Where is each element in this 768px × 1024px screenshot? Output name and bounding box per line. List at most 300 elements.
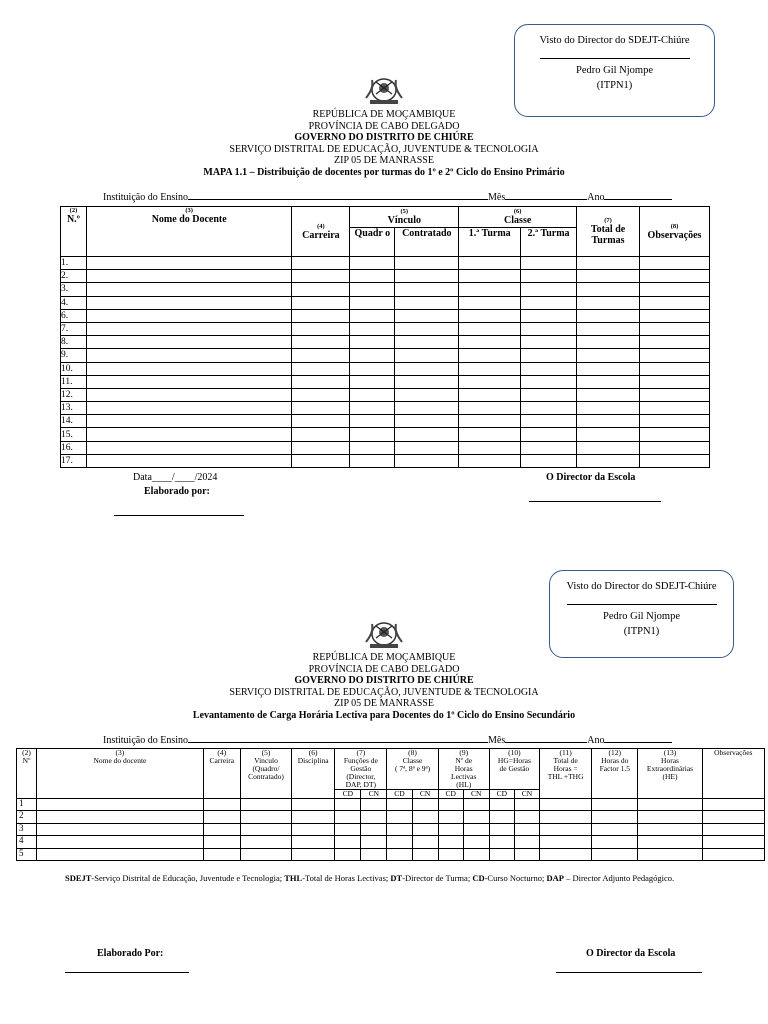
table-cell[interactable] bbox=[350, 388, 395, 401]
cn-header: CN bbox=[514, 790, 539, 799]
institution-field[interactable] bbox=[188, 742, 488, 743]
table-cell[interactable] bbox=[395, 375, 459, 388]
table-cell[interactable] bbox=[335, 836, 361, 848]
table-cell[interactable] bbox=[292, 441, 350, 454]
cd-header: CD bbox=[387, 790, 412, 799]
table-cell[interactable] bbox=[395, 309, 459, 322]
table-cell[interactable] bbox=[395, 415, 459, 428]
table-cell[interactable] bbox=[459, 388, 521, 401]
table-cell[interactable] bbox=[577, 296, 640, 309]
institution-field[interactable] bbox=[188, 199, 488, 200]
table-cell[interactable] bbox=[86, 283, 291, 296]
table-cell[interactable] bbox=[86, 322, 291, 335]
table-cell[interactable] bbox=[514, 799, 539, 811]
table-cell[interactable] bbox=[292, 309, 350, 322]
table-cell[interactable] bbox=[577, 375, 640, 388]
document-header bbox=[0, 652, 768, 721]
col-extra-hours-header: (13) Horas Extraordinárias (HE) bbox=[638, 749, 702, 799]
table-cell[interactable] bbox=[292, 362, 350, 375]
table-cell[interactable] bbox=[387, 799, 412, 811]
table-cell[interactable] bbox=[702, 823, 764, 835]
table-cell[interactable] bbox=[240, 799, 291, 811]
table-cell[interactable] bbox=[514, 811, 539, 823]
cd-header: CD bbox=[438, 790, 463, 799]
table-cell[interactable] bbox=[540, 799, 592, 811]
table-cell[interactable] bbox=[577, 336, 640, 349]
table-cell[interactable] bbox=[592, 811, 638, 823]
table-cell[interactable] bbox=[577, 388, 640, 401]
table-cell[interactable] bbox=[521, 441, 577, 454]
table-cell[interactable] bbox=[292, 454, 350, 467]
table-cell[interactable] bbox=[395, 270, 459, 283]
table-cell[interactable] bbox=[395, 296, 459, 309]
table-cell[interactable] bbox=[639, 257, 709, 270]
table-cell[interactable] bbox=[463, 799, 489, 811]
table-cell[interactable] bbox=[361, 823, 387, 835]
table-cell[interactable] bbox=[240, 836, 291, 848]
table-cell[interactable] bbox=[37, 848, 204, 860]
abbreviations-legend: SDEJT-Serviço Distrital de Educação, Juventude e Tecnologia; THL-Total de Horas Lectivas; DT-Director de Turma; CD-Curso Nocturno; DAP – Director Adjunto Pedagógico. bbox=[65, 873, 675, 883]
cd-header: CD bbox=[335, 790, 361, 799]
table-cell[interactable] bbox=[521, 415, 577, 428]
table-cell[interactable] bbox=[521, 428, 577, 441]
table-cell[interactable] bbox=[240, 811, 291, 823]
row-number: 3 bbox=[17, 823, 37, 835]
table-cell[interactable] bbox=[395, 402, 459, 415]
table-cell[interactable] bbox=[639, 296, 709, 309]
visto-code: (ITPN1) bbox=[596, 80, 633, 91]
month-label: Mês bbox=[488, 735, 506, 746]
prepared-by-label: Elaborado Por: bbox=[97, 948, 164, 959]
table-cell[interactable] bbox=[489, 848, 514, 860]
table-cell[interactable] bbox=[577, 322, 640, 335]
table-cell[interactable] bbox=[639, 349, 709, 362]
cn-header: CN bbox=[361, 790, 387, 799]
month-field[interactable] bbox=[505, 742, 587, 743]
row-number: 4. bbox=[61, 296, 87, 309]
col-number-header: (2) N.º bbox=[61, 207, 87, 257]
table-cell[interactable] bbox=[395, 257, 459, 270]
signature-line bbox=[567, 600, 717, 605]
visto-name: Pedro Gil Njompe bbox=[576, 65, 653, 76]
table-cell[interactable] bbox=[203, 836, 240, 848]
table-cell[interactable] bbox=[240, 848, 291, 860]
table-cell[interactable] bbox=[540, 836, 592, 848]
table-cell[interactable] bbox=[292, 836, 335, 848]
table-cell[interactable] bbox=[86, 336, 291, 349]
col-name-header: (3) Nome do docente bbox=[37, 749, 204, 799]
table-cell[interactable] bbox=[521, 257, 577, 270]
table-cell[interactable] bbox=[350, 296, 395, 309]
table-cell[interactable] bbox=[292, 415, 350, 428]
table-cell[interactable] bbox=[350, 270, 395, 283]
table-cell[interactable] bbox=[577, 362, 640, 375]
table-row bbox=[61, 375, 710, 388]
table-cell[interactable] bbox=[577, 402, 640, 415]
table-cell[interactable] bbox=[350, 428, 395, 441]
table-cell[interactable] bbox=[639, 388, 709, 401]
table-cell[interactable] bbox=[702, 848, 764, 860]
table-cell[interactable] bbox=[638, 799, 702, 811]
table-cell[interactable] bbox=[86, 388, 291, 401]
table-cell[interactable] bbox=[438, 848, 463, 860]
table-cell[interactable] bbox=[639, 454, 709, 467]
table-cell[interactable] bbox=[350, 322, 395, 335]
table-cell[interactable] bbox=[638, 848, 702, 860]
table-cell[interactable] bbox=[203, 823, 240, 835]
col-career-header: (4) Carreira bbox=[203, 749, 240, 799]
header-republic: REPÚBLICA DE MOÇAMBIQUE bbox=[312, 652, 456, 663]
table-cell[interactable] bbox=[395, 362, 459, 375]
table-cell[interactable] bbox=[702, 836, 764, 848]
table-cell[interactable] bbox=[438, 811, 463, 823]
table-cell[interactable] bbox=[521, 322, 577, 335]
row-number: 6. bbox=[61, 309, 87, 322]
table-cell[interactable] bbox=[86, 441, 291, 454]
table-cell[interactable] bbox=[459, 362, 521, 375]
table-cell[interactable] bbox=[459, 322, 521, 335]
col-classe-header: (6) Classe bbox=[459, 207, 577, 228]
row-number: 1 bbox=[17, 799, 37, 811]
table-cell[interactable] bbox=[521, 388, 577, 401]
table-cell[interactable] bbox=[292, 402, 350, 415]
header-province: PROVÍNCIA DE CABO DELGADO bbox=[308, 120, 460, 132]
col-number-header: (2) Nº bbox=[17, 749, 37, 799]
table-cell[interactable] bbox=[292, 848, 335, 860]
col-turma1-header: 1.ª Turma bbox=[459, 228, 521, 257]
table-cell[interactable] bbox=[438, 823, 463, 835]
header-zip: ZIP 05 DE MANRASSE bbox=[334, 155, 434, 166]
table-cell[interactable] bbox=[335, 811, 361, 823]
table-cell[interactable] bbox=[350, 257, 395, 270]
table-cell[interactable] bbox=[203, 811, 240, 823]
table-row bbox=[61, 441, 710, 454]
table-cell[interactable] bbox=[459, 402, 521, 415]
table-cell[interactable] bbox=[350, 415, 395, 428]
table-cell[interactable] bbox=[463, 823, 489, 835]
table-row bbox=[61, 388, 710, 401]
table-cell[interactable] bbox=[577, 441, 640, 454]
table-cell[interactable] bbox=[240, 823, 291, 835]
visto-name: Pedro Gil Njompe bbox=[603, 611, 680, 622]
table-cell[interactable] bbox=[521, 283, 577, 296]
table-cell[interactable] bbox=[86, 257, 291, 270]
table-cell[interactable] bbox=[335, 799, 361, 811]
table-cell[interactable] bbox=[521, 309, 577, 322]
director-signature-line bbox=[556, 972, 702, 973]
table-cell[interactable] bbox=[521, 270, 577, 283]
table-cell[interactable] bbox=[350, 283, 395, 296]
table-cell[interactable] bbox=[395, 283, 459, 296]
table-cell[interactable] bbox=[292, 349, 350, 362]
table-cell[interactable] bbox=[540, 811, 592, 823]
table-cell[interactable] bbox=[361, 848, 387, 860]
table-cell[interactable] bbox=[592, 836, 638, 848]
table-row bbox=[61, 362, 710, 375]
row-number: 15. bbox=[61, 428, 87, 441]
row-number: 13. bbox=[61, 402, 87, 415]
row-number: 16. bbox=[61, 441, 87, 454]
row-number: 7. bbox=[61, 322, 87, 335]
table-cell[interactable] bbox=[639, 428, 709, 441]
row-number: 11. bbox=[61, 375, 87, 388]
table-cell[interactable] bbox=[638, 836, 702, 848]
table-cell[interactable] bbox=[86, 454, 291, 467]
visto-box bbox=[514, 24, 715, 117]
table-cell[interactable] bbox=[37, 811, 204, 823]
survey-title: Levantamento de Carga Horária Lectiva para Docentes do 1º Ciclo do Ensino Secundário bbox=[192, 709, 576, 721]
table-cell[interactable] bbox=[412, 823, 438, 835]
header-government: GOVERNO DO DISTRITO DE CHIÚRE bbox=[294, 675, 474, 686]
row-number: 8. bbox=[61, 336, 87, 349]
table-cell[interactable] bbox=[438, 836, 463, 848]
col-total-hours-header: (11) Total de Horas = THL +THG bbox=[540, 749, 592, 799]
table-cell[interactable] bbox=[350, 349, 395, 362]
row-number: 10. bbox=[61, 362, 87, 375]
table-cell[interactable] bbox=[639, 336, 709, 349]
table-row bbox=[61, 296, 710, 309]
mozambique-emblem-icon bbox=[362, 76, 406, 106]
table-cell[interactable] bbox=[292, 336, 350, 349]
table-cell[interactable] bbox=[577, 349, 640, 362]
col-management-header: (7) Funções de Gestão (Director, DAP, DT) bbox=[335, 749, 387, 790]
table-cell[interactable] bbox=[638, 823, 702, 835]
table-cell[interactable] bbox=[412, 848, 438, 860]
table-cell[interactable] bbox=[203, 799, 240, 811]
table-cell[interactable] bbox=[292, 811, 335, 823]
table-cell[interactable] bbox=[412, 799, 438, 811]
workload-table bbox=[16, 748, 765, 861]
table-cell[interactable] bbox=[438, 799, 463, 811]
table-cell[interactable] bbox=[459, 296, 521, 309]
table-cell[interactable] bbox=[577, 309, 640, 322]
table-cell[interactable] bbox=[292, 270, 350, 283]
director-label: O Director da Escola bbox=[586, 948, 676, 959]
table-cell[interactable] bbox=[86, 362, 291, 375]
year-label: Ano bbox=[587, 192, 605, 203]
table-cell[interactable] bbox=[577, 270, 640, 283]
table-row bbox=[61, 349, 710, 362]
table-cell[interactable] bbox=[521, 375, 577, 388]
table-cell[interactable] bbox=[292, 257, 350, 270]
table-cell[interactable] bbox=[702, 811, 764, 823]
table-cell[interactable] bbox=[395, 388, 459, 401]
table-cell[interactable] bbox=[489, 811, 514, 823]
table-cell[interactable] bbox=[463, 848, 489, 860]
table-cell[interactable] bbox=[37, 836, 204, 848]
table-cell[interactable] bbox=[521, 362, 577, 375]
table-cell[interactable] bbox=[335, 848, 361, 860]
table-cell[interactable] bbox=[37, 823, 204, 835]
table-cell[interactable] bbox=[639, 362, 709, 375]
table-cell[interactable] bbox=[489, 799, 514, 811]
table-cell[interactable] bbox=[335, 823, 361, 835]
table-cell[interactable] bbox=[361, 811, 387, 823]
year-field[interactable] bbox=[604, 199, 672, 200]
prepared-by-signature-line bbox=[114, 515, 244, 516]
table-row bbox=[61, 283, 710, 296]
year-field[interactable] bbox=[604, 742, 672, 743]
table-cell[interactable] bbox=[395, 349, 459, 362]
year-label: Ano bbox=[587, 735, 605, 746]
table-cell[interactable] bbox=[292, 283, 350, 296]
teachers-distribution-table bbox=[60, 206, 710, 468]
table-cell[interactable] bbox=[395, 454, 459, 467]
table-cell[interactable] bbox=[592, 823, 638, 835]
table-cell[interactable] bbox=[639, 441, 709, 454]
table-cell[interactable] bbox=[350, 336, 395, 349]
table-cell[interactable] bbox=[639, 375, 709, 388]
institution-label: Instituição do Ensino bbox=[103, 192, 188, 203]
col-total-header: (7) Total de Turmas bbox=[577, 207, 640, 257]
table-cell[interactable] bbox=[395, 428, 459, 441]
row-number: 14. bbox=[61, 415, 87, 428]
table-row bbox=[61, 428, 710, 441]
table-cell[interactable] bbox=[638, 811, 702, 823]
table-cell[interactable] bbox=[387, 848, 412, 860]
table-cell[interactable] bbox=[489, 836, 514, 848]
table-cell[interactable] bbox=[292, 428, 350, 441]
table-cell[interactable] bbox=[521, 336, 577, 349]
visto-code: (ITPN1) bbox=[623, 626, 660, 637]
table-cell[interactable] bbox=[459, 270, 521, 283]
table-row bbox=[17, 811, 765, 823]
table-cell[interactable] bbox=[350, 309, 395, 322]
table-cell[interactable] bbox=[203, 848, 240, 860]
header-province: PROVÍNCIA DE CABO DELGADO bbox=[308, 663, 460, 675]
table-cell[interactable] bbox=[639, 270, 709, 283]
col-hours-header: (9) Nº de Horas Lectivas (HL) bbox=[438, 749, 489, 790]
table-cell[interactable] bbox=[86, 270, 291, 283]
table-cell[interactable] bbox=[412, 811, 438, 823]
row-number: 3. bbox=[61, 283, 87, 296]
header-government: GOVERNO DO DISTRITO DE CHIÚRE bbox=[294, 132, 474, 143]
header-republic: REPÚBLICA DE MOÇAMBIQUE bbox=[312, 109, 456, 120]
table-cell[interactable] bbox=[540, 848, 592, 860]
table-cell[interactable] bbox=[459, 441, 521, 454]
col-career-header: (4) Carreira bbox=[292, 207, 350, 257]
table-cell[interactable] bbox=[292, 823, 335, 835]
table-cell[interactable] bbox=[463, 811, 489, 823]
table-cell[interactable] bbox=[387, 836, 412, 848]
map-title: MAPA 1.1 – Distribuição de docentes por turmas do 1º e 2º Ciclo do Ensino Primário bbox=[203, 166, 565, 178]
table-cell[interactable] bbox=[459, 428, 521, 441]
table-cell[interactable] bbox=[361, 836, 387, 848]
table-cell[interactable] bbox=[86, 296, 291, 309]
table-cell[interactable] bbox=[350, 441, 395, 454]
table-cell[interactable] bbox=[459, 309, 521, 322]
table-cell[interactable] bbox=[639, 309, 709, 322]
table-cell[interactable] bbox=[592, 848, 638, 860]
institution-line bbox=[103, 735, 672, 746]
table-cell[interactable] bbox=[361, 799, 387, 811]
table-cell[interactable] bbox=[86, 428, 291, 441]
visto-title: Visto do Director do SDEJT-Chiúre bbox=[566, 581, 717, 592]
month-label: Mês bbox=[488, 192, 506, 203]
table-row bbox=[61, 454, 710, 467]
table-cell[interactable] bbox=[459, 336, 521, 349]
date-field: Data____/____/2024 bbox=[133, 472, 218, 483]
col-quadro-header: Quadr o bbox=[350, 228, 395, 257]
table-cell[interactable] bbox=[395, 322, 459, 335]
table-cell[interactable] bbox=[577, 428, 640, 441]
table-row bbox=[61, 415, 710, 428]
table-cell[interactable] bbox=[514, 823, 539, 835]
table-cell[interactable] bbox=[86, 402, 291, 415]
col-turma2-header: 2.ª Turma bbox=[521, 228, 577, 257]
table-cell[interactable] bbox=[577, 257, 640, 270]
table-cell[interactable] bbox=[387, 811, 412, 823]
table-cell[interactable] bbox=[350, 402, 395, 415]
table-cell[interactable] bbox=[37, 799, 204, 811]
table-cell[interactable] bbox=[577, 283, 640, 296]
table-cell[interactable] bbox=[639, 322, 709, 335]
table-cell[interactable] bbox=[292, 322, 350, 335]
table-cell[interactable] bbox=[395, 336, 459, 349]
col-obs-header: Observações bbox=[702, 749, 764, 799]
table-cell[interactable] bbox=[702, 799, 764, 811]
table-cell[interactable] bbox=[86, 415, 291, 428]
table-cell[interactable] bbox=[292, 799, 335, 811]
table-cell[interactable] bbox=[292, 296, 350, 309]
table-cell[interactable] bbox=[459, 349, 521, 362]
col-class-header: (8) Classe ( 7ª, 8ª e 9ª) bbox=[387, 749, 438, 790]
table-cell[interactable] bbox=[540, 823, 592, 835]
table-cell[interactable] bbox=[459, 375, 521, 388]
table-cell[interactable] bbox=[463, 836, 489, 848]
table-cell[interactable] bbox=[387, 823, 412, 835]
table-cell[interactable] bbox=[639, 415, 709, 428]
table-cell[interactable] bbox=[521, 296, 577, 309]
table-cell[interactable] bbox=[292, 375, 350, 388]
table-cell[interactable] bbox=[86, 375, 291, 388]
col-name-header: (3) Nome do Docente bbox=[86, 207, 291, 257]
table-cell[interactable] bbox=[459, 454, 521, 467]
table-cell[interactable] bbox=[350, 454, 395, 467]
row-number: 1. bbox=[61, 257, 87, 270]
row-number: 17. bbox=[61, 454, 87, 467]
table-cell[interactable] bbox=[292, 388, 350, 401]
table-cell[interactable] bbox=[489, 823, 514, 835]
table-cell[interactable] bbox=[577, 454, 640, 467]
row-number: 9. bbox=[61, 349, 87, 362]
cn-header: CN bbox=[412, 790, 438, 799]
table-cell[interactable] bbox=[514, 848, 539, 860]
table-cell[interactable] bbox=[459, 257, 521, 270]
table-cell[interactable] bbox=[521, 349, 577, 362]
col-obs-header: (8) Observações bbox=[639, 207, 709, 257]
table-cell[interactable] bbox=[459, 415, 521, 428]
table-cell[interactable] bbox=[577, 415, 640, 428]
table-cell[interactable] bbox=[514, 836, 539, 848]
table-cell[interactable] bbox=[459, 283, 521, 296]
director-signature-line bbox=[529, 501, 661, 502]
table-cell[interactable] bbox=[639, 283, 709, 296]
table-cell[interactable] bbox=[395, 441, 459, 454]
table-cell[interactable] bbox=[521, 454, 577, 467]
table-cell[interactable] bbox=[412, 836, 438, 848]
row-number: 5 bbox=[17, 848, 37, 860]
table-cell[interactable] bbox=[639, 402, 709, 415]
table-cell[interactable] bbox=[521, 402, 577, 415]
table-cell[interactable] bbox=[86, 309, 291, 322]
table-cell[interactable] bbox=[350, 375, 395, 388]
month-field[interactable] bbox=[505, 199, 587, 200]
table-cell[interactable] bbox=[86, 349, 291, 362]
table-cell[interactable] bbox=[592, 799, 638, 811]
table-cell[interactable] bbox=[350, 362, 395, 375]
row-number: 12. bbox=[61, 388, 87, 401]
